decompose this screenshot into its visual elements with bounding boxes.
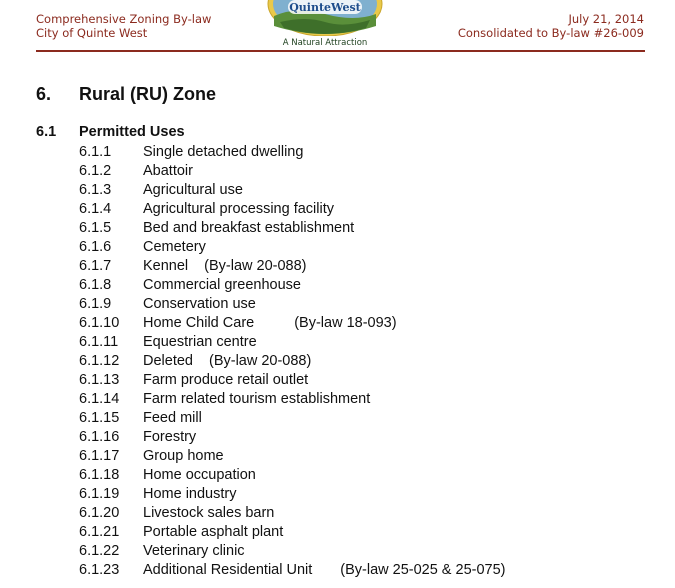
consolidation-note: Consolidated to By-law #26-009 <box>457 26 644 40</box>
quinte-west-logo <box>266 0 384 36</box>
use-label: Home occupation <box>143 467 256 483</box>
use-number: 6.1.11 <box>79 334 119 350</box>
list-item <box>79 409 639 428</box>
use-label: Home Child Care <box>143 315 255 331</box>
header-divider <box>36 50 645 52</box>
use-label: Bed and breakfast establishment <box>143 220 355 236</box>
list-item <box>79 390 639 409</box>
use-label: Cemetery <box>143 239 206 255</box>
use-label: Feed mill <box>143 410 202 426</box>
document-title: Comprehensive Zoning By-law <box>36 12 212 26</box>
use-number: 6.1.23 <box>79 562 120 578</box>
use-number: 6.1.1 <box>79 144 112 160</box>
list-item <box>79 504 639 523</box>
list-item <box>79 542 639 561</box>
list-item <box>79 219 639 238</box>
list-item <box>79 257 639 276</box>
bylaw-reference: (By-law 18-093) <box>294 315 397 331</box>
subsection-number: 6.1 <box>36 124 57 140</box>
use-number: 6.1.12 <box>79 353 120 369</box>
use-number: 6.1.13 <box>79 372 120 388</box>
use-label: Kennel <box>143 258 189 274</box>
use-number: 6.1.6 <box>79 239 112 255</box>
use-number: 6.1.22 <box>79 543 120 559</box>
list-item <box>79 143 639 162</box>
use-number: 6.1.20 <box>79 505 120 521</box>
use-number: 6.1.16 <box>79 429 120 445</box>
use-label: Commercial greenhouse <box>143 277 301 293</box>
document-date: July 21, 2014 <box>568 12 644 26</box>
logo-wordmark: QuinteWest <box>289 1 361 14</box>
use-number: 6.1.14 <box>79 391 120 407</box>
bylaw-reference: (By-law 25-025 & 25-075) <box>340 562 506 578</box>
list-item <box>79 428 639 447</box>
use-label: Portable asphalt plant <box>143 524 284 540</box>
use-number: 6.1.19 <box>79 486 120 502</box>
use-number: 6.1.21 <box>79 524 120 540</box>
use-number: 6.1.17 <box>79 448 120 464</box>
list-item <box>79 200 639 219</box>
use-label: Livestock sales barn <box>143 505 275 521</box>
use-number: 6.1.4 <box>79 201 112 217</box>
use-label: Veterinary clinic <box>143 543 245 559</box>
use-label: Agricultural use <box>143 182 243 198</box>
logo-tagline: A Natural Attraction <box>282 38 368 48</box>
use-number: 6.1.3 <box>79 182 112 198</box>
use-number: 6.1.18 <box>79 467 120 483</box>
use-label: Agricultural processing facility <box>143 201 334 217</box>
use-number: 6.1.9 <box>79 296 112 312</box>
use-number: 6.1.7 <box>79 258 112 274</box>
list-item <box>79 295 639 314</box>
use-label: Forestry <box>143 429 197 445</box>
use-number: 6.1.10 <box>79 315 120 331</box>
list-item <box>79 466 639 485</box>
list-item <box>79 314 639 333</box>
list-item <box>79 276 639 295</box>
list-item <box>79 352 639 371</box>
list-item <box>79 333 639 352</box>
permitted-uses-list <box>79 143 639 580</box>
list-item <box>79 523 639 542</box>
use-label: Deleted <box>143 353 193 369</box>
use-number: 6.1.15 <box>79 410 120 426</box>
use-number: 6.1.5 <box>79 220 112 236</box>
use-label: Equestrian centre <box>143 334 257 350</box>
use-label: Farm related tourism establishment <box>143 391 371 407</box>
use-label: Farm produce retail outlet <box>143 372 309 388</box>
municipality-name: City of Quinte West <box>36 26 148 40</box>
use-label: Group home <box>143 448 224 464</box>
page-header <box>0 0 675 52</box>
list-item <box>79 181 639 200</box>
bylaw-reference: (By-law 20-088) <box>208 353 312 369</box>
use-label: Conservation use <box>143 296 256 312</box>
list-item <box>79 561 639 580</box>
use-label: Additional Residential Unit <box>143 562 313 578</box>
list-item <box>79 238 639 257</box>
list-item <box>79 447 639 466</box>
use-number: 6.1.2 <box>79 163 112 179</box>
list-item <box>79 485 639 504</box>
use-number: 6.1.8 <box>79 277 112 293</box>
section-title: Rural (RU) Zone <box>79 84 216 104</box>
bylaw-reference: (By-law 20-088) <box>204 258 307 274</box>
use-label: Single detached dwelling <box>143 144 304 160</box>
use-label: Home industry <box>143 486 237 502</box>
section-number: 6. <box>36 84 52 104</box>
list-item <box>79 162 639 181</box>
use-label: Abattoir <box>143 163 193 179</box>
subsection-title: Permitted Uses <box>79 124 185 140</box>
list-item <box>79 371 639 390</box>
